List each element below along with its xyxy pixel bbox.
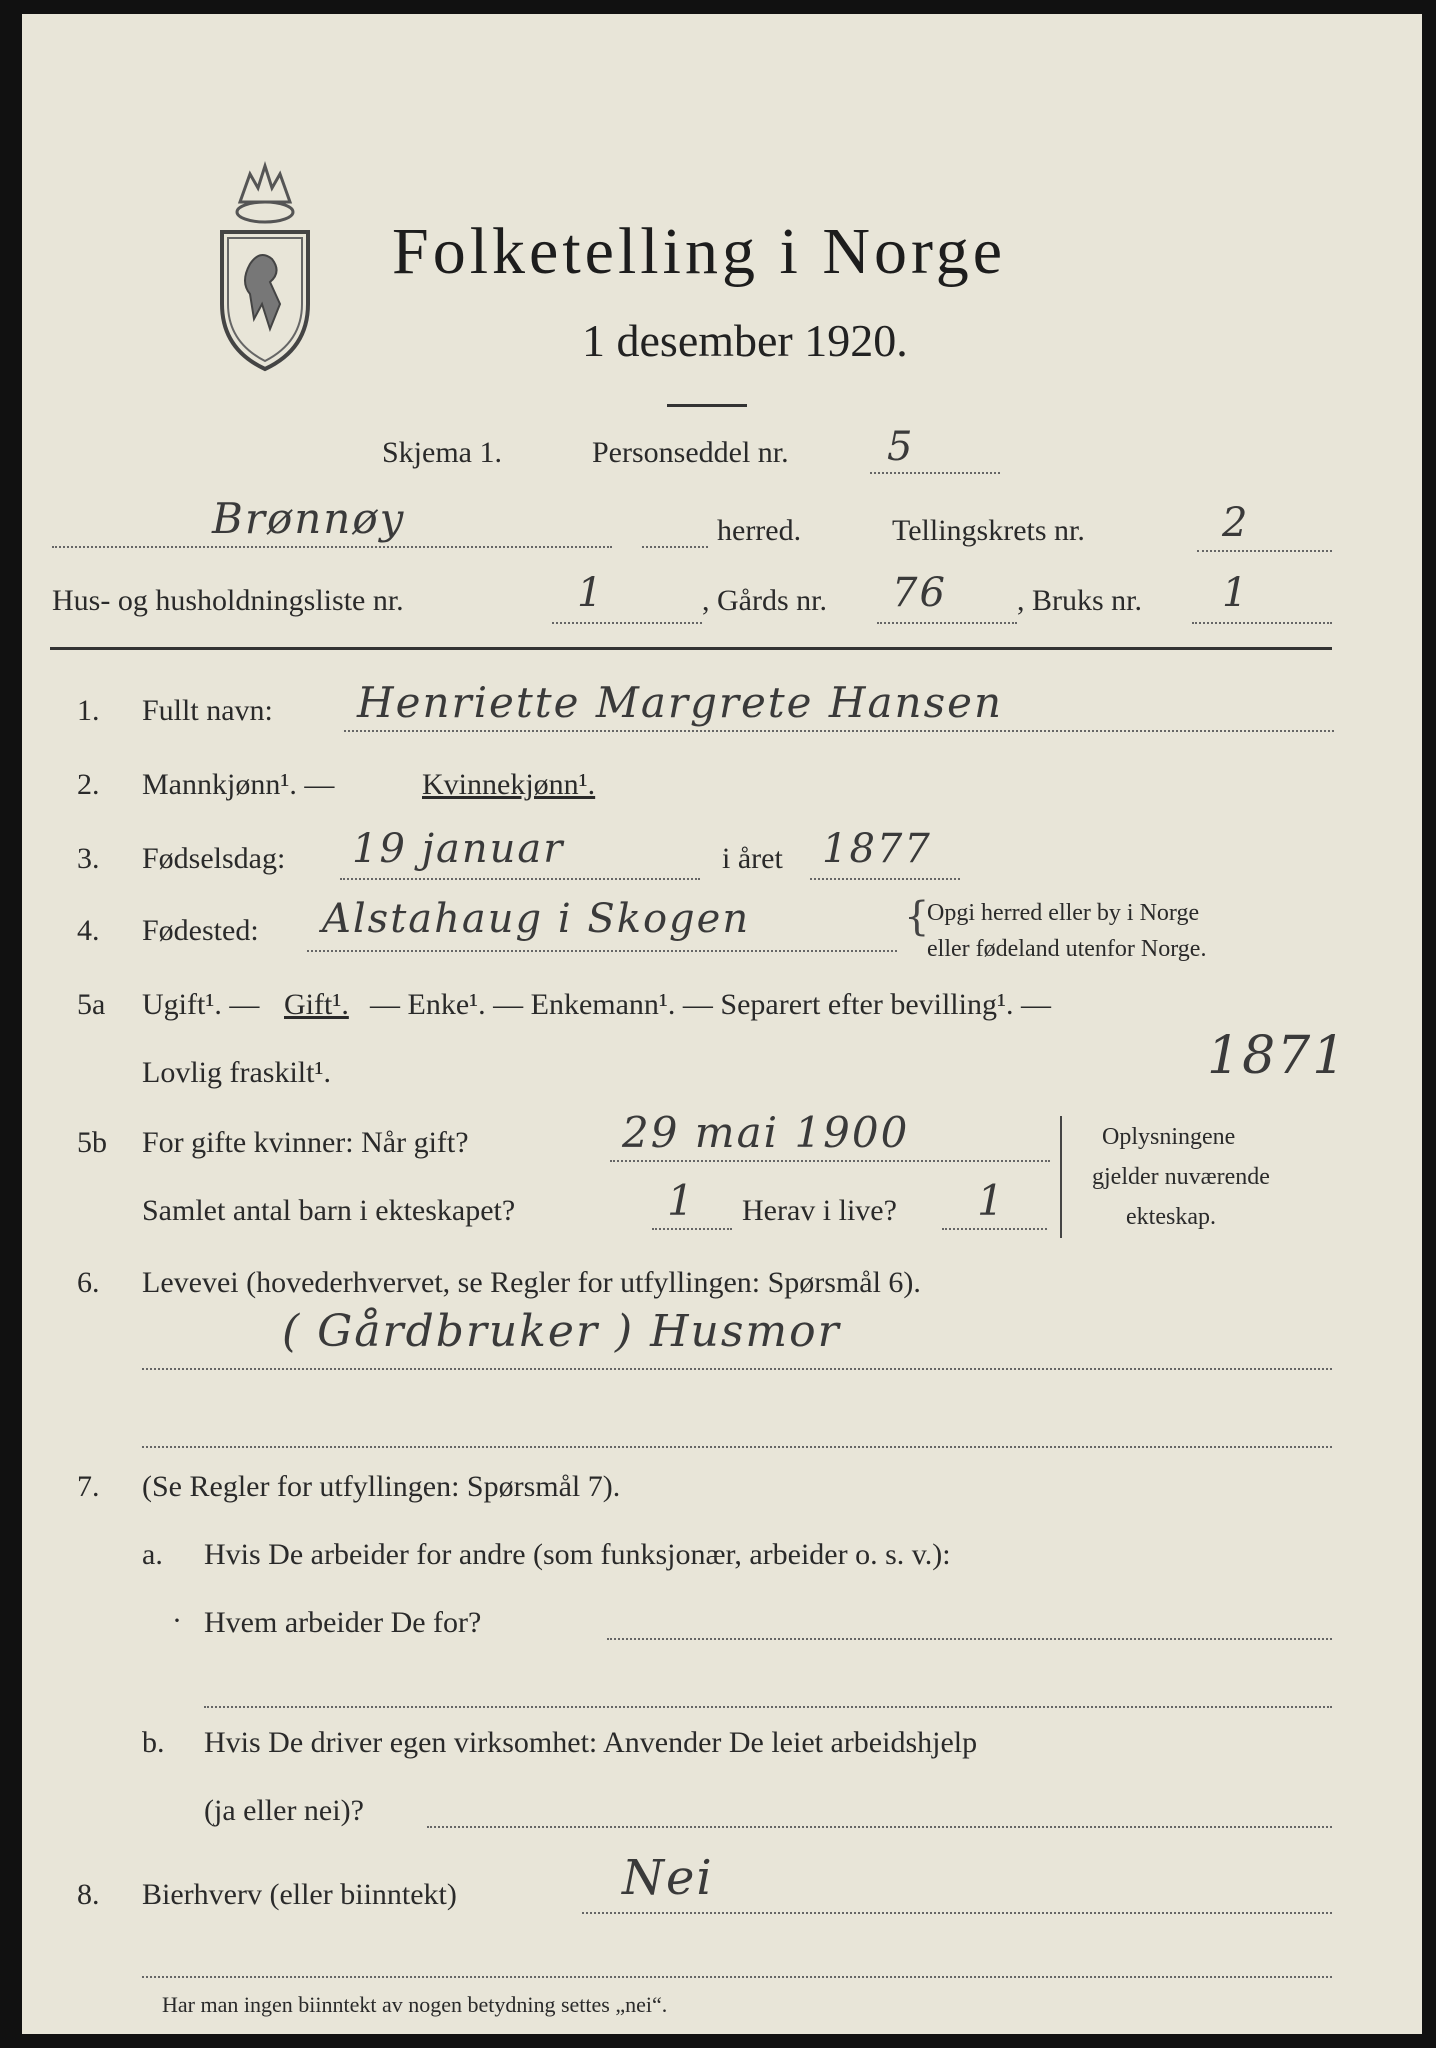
q7a-bullet: · [172,1604,182,1637]
q4-note-2: eller fødeland utenfor Norge. [927,936,1207,962]
hus-line [552,622,702,624]
herred-line-2 [642,546,708,548]
q7a-line-2 [204,1706,1332,1708]
q5b-alive-label: Herav i live? [742,1194,897,1227]
q4-note-1: Opgi herred eller by i Norge [927,900,1200,926]
footer-note: Har man ingen biinntekt av nogen betydning settes „nei“. [162,1992,668,2017]
q3-year-line [810,878,960,880]
q7a-line-1 [607,1638,1332,1640]
q6-value: ( Gårdbruker ) Husmor [282,1306,841,1357]
q7-label: (Se Regler for utfyllingen: Spørsmål 7). [142,1470,621,1503]
q5b-note-3: ekteskap. [1126,1204,1216,1230]
q3-year-label: i året [722,842,783,875]
hus-value: 1 [577,570,605,616]
bruks-value: 1 [1222,570,1250,616]
q7a-question: Hvem arbeider De for? [204,1606,482,1639]
q1-label: Fullt navn: [142,694,273,727]
tellingskrets-line [1197,550,1332,552]
q2-number: 2. [77,768,100,801]
q4-line [307,950,897,952]
q5a-rest: — Enke¹. — Enkemann¹. — Separert efter bevilling¹. — [370,988,1051,1021]
q7b-question: (ja eller nei)? [204,1794,364,1827]
skjema-label: Skjema 1. [382,436,502,469]
q5b-note-1: Oplysningene [1102,1124,1236,1150]
q5b-bracket [1060,1116,1062,1238]
q2-female: Kvinnekjønn¹. [422,768,596,801]
q5b-children-value: 1 [667,1176,696,1225]
form-date: 1 desember 1920. [582,315,908,366]
q3-number: 3. [77,842,100,875]
herred-value: Brønnøy [212,494,406,543]
q5b-line [610,1160,1050,1162]
form-title: Folketelling i Norge [392,215,1007,288]
q8-value: Nei [622,1850,714,1906]
q5b-alive-value: 1 [977,1176,1006,1225]
tellingskrets-value: 2 [1222,500,1250,546]
personseddel-value: 5 [887,424,915,470]
bruks-line [1192,622,1332,624]
q6-label: Levevei (hovederhvervet, se Regler for utfyllingen: Spørsmål 6). [142,1266,921,1299]
q3-year-value: 1877 [822,826,932,872]
q7b-text: Hvis De driver egen virksomhet: Anvender De leiet arbeidshjelp [204,1726,978,1759]
q8-line-1 [582,1912,1332,1914]
q5a-margin-note: 1871 [1207,1026,1348,1086]
q5b-alive-line [942,1228,1047,1230]
q4-value: Alstahaug i Skogen [322,896,751,942]
hus-label: Hus- og husholdningsliste nr. [52,584,404,617]
q1-line [344,730,1334,732]
q3-line [340,878,700,880]
q8-label: Bierhverv (eller biinntekt) [142,1878,457,1911]
q8-line-2 [142,1976,1332,1978]
herred-label: herred. [717,514,802,547]
census-form [22,14,1422,2034]
q5b-number: 5b [77,1126,107,1159]
herred-line-1 [52,546,612,548]
q4-label: Fødested: [142,914,259,947]
q5a-fraskilt: Lovlig fraskilt¹. [142,1056,331,1089]
q7b-letter: b. [142,1726,165,1759]
q3-value: 19 januar [352,826,565,872]
q3-label: Fødselsdag: [142,842,286,875]
q6-line-1 [142,1368,1332,1370]
q5b-note-2: gjelder nuværende [1092,1164,1270,1190]
q5a-ugift: Ugift¹. — [142,988,260,1021]
q4-brace: { [904,894,930,940]
q6-line-2 [142,1446,1332,1448]
q6-number: 6. [77,1266,100,1299]
tellingskrets-label: Tellingskrets nr. [892,514,1085,547]
title-divider [667,404,747,407]
personseddel-label: Personseddel nr. [592,436,789,469]
q1-value: Henriette Margrete Hansen [357,678,1004,727]
gards-label: , Gårds nr. [702,584,827,617]
q7b-line [427,1826,1332,1828]
gards-value: 76 [892,570,947,616]
q7a-text: Hvis De arbeider for andre (som funksjonær, arbeider o. s. v.): [204,1538,951,1571]
header-divider [50,647,1332,650]
q5b-value: 29 mai 1900 [622,1108,910,1157]
q7a-letter: a. [142,1538,163,1571]
q5a-number: 5a [77,988,106,1021]
personseddel-line [870,472,1000,474]
coat-of-arms-icon [210,154,320,374]
q5b-children-label: Samlet antal barn i ekteskapet? [142,1194,516,1227]
q7-number: 7. [77,1470,100,1503]
gards-line [877,622,1017,624]
q5b-children-line [652,1228,732,1230]
bruks-label: , Bruks nr. [1017,584,1143,617]
q5b-label: For gifte kvinner: Når gift? [142,1126,469,1159]
q1-number: 1. [77,694,100,727]
q4-number: 4. [77,914,100,947]
q2-male: Mannkjønn¹. — [142,768,335,801]
q8-number: 8. [77,1878,100,1911]
q5a-gift: Gift¹. [284,988,349,1021]
